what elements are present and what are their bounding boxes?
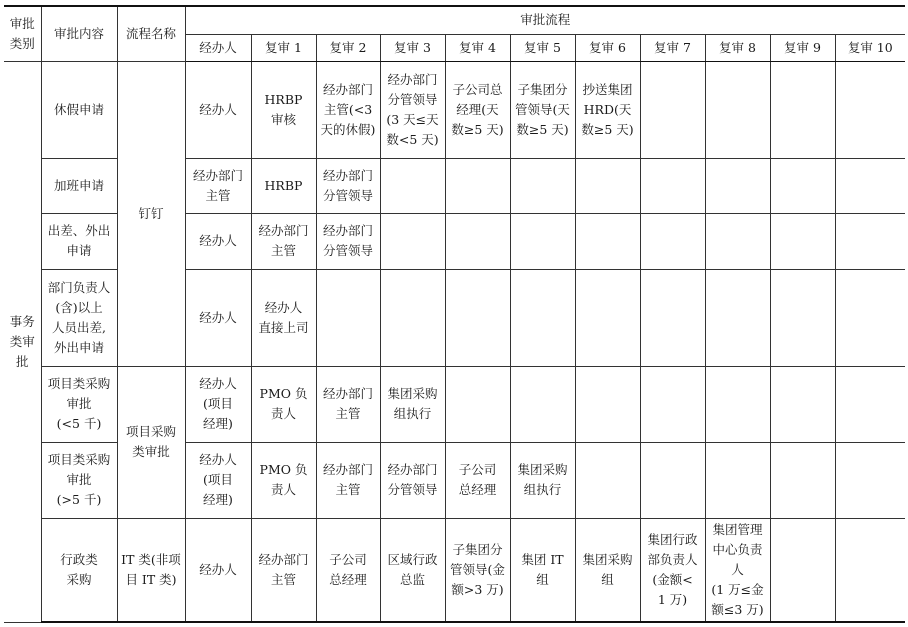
step-cell — [510, 213, 575, 269]
step-cell: 子公司 总经理 — [445, 442, 510, 518]
step-cell — [705, 158, 770, 213]
step-cell — [575, 158, 640, 213]
process-cell-procurement: 项目采购 类审批 — [117, 366, 185, 518]
content-cell: 加班申请 — [41, 158, 117, 213]
content-cell: 项目类采购 审批 (>5 千) — [41, 442, 117, 518]
header-category: 审批 类别 — [4, 6, 41, 61]
step-cell — [705, 269, 770, 366]
step-cell — [640, 61, 705, 158]
step-cell: 经办部门 主管 — [316, 442, 380, 518]
step-cell — [640, 442, 705, 518]
step-cell: 经办部门 分管领导 — [316, 213, 380, 269]
step-cell — [770, 61, 835, 158]
step-cell — [835, 158, 905, 213]
step-cell — [835, 442, 905, 518]
step-cell — [380, 213, 445, 269]
step-cell: 经办部门 主管 — [185, 158, 251, 213]
header-step: 复审 2 — [316, 34, 380, 61]
step-cell — [575, 269, 640, 366]
header-step: 复审 9 — [770, 34, 835, 61]
step-cell — [770, 269, 835, 366]
content-cell: 行政类 采购 — [41, 518, 117, 622]
step-cell — [445, 213, 510, 269]
step-cell — [445, 158, 510, 213]
header-step: 复审 8 — [705, 34, 770, 61]
step-cell — [510, 269, 575, 366]
step-cell — [316, 269, 380, 366]
step-cell — [510, 366, 575, 442]
header-flow: 审批流程 — [185, 6, 905, 34]
step-cell — [575, 442, 640, 518]
step-cell — [640, 158, 705, 213]
content-cell: 部门负责人 (含)以上 人员出差, 外出申请 — [41, 269, 117, 366]
step-cell — [835, 213, 905, 269]
step-cell: 子集团分 管领导(金 额>3 万) — [445, 518, 510, 622]
step-cell — [705, 442, 770, 518]
step-cell — [770, 366, 835, 442]
header-step: 复审 6 — [575, 34, 640, 61]
step-cell: 经办部门 分管领导 — [316, 158, 380, 213]
table-row — [4, 366, 905, 442]
step-cell: 集团采购 组执行 — [510, 442, 575, 518]
step-cell — [380, 269, 445, 366]
table-row — [4, 61, 905, 158]
header-content: 审批内容 — [41, 6, 117, 61]
header-step: 复审 4 — [445, 34, 510, 61]
category-cell: 事务 类审 批 — [4, 61, 41, 622]
step-cell: 抄送集团 HRD(天 数≥5 天) — [575, 61, 640, 158]
step-cell: PMO 负 责人 — [251, 366, 316, 442]
step-cell — [640, 366, 705, 442]
step-cell: 集团采购 组 — [575, 518, 640, 622]
step-cell: 集团采购 组执行 — [380, 366, 445, 442]
step-cell: 子公司总 经理(天 数≥5 天) — [445, 61, 510, 158]
content-cell: 出差、外出 申请 — [41, 213, 117, 269]
step-cell: 经办部门 分管领导 (3 天≤天 数<5 天) — [380, 61, 445, 158]
step-cell: 经办部门 主管 — [316, 366, 380, 442]
step-cell: 集团行政 部负责人 (金额< 1 万) — [640, 518, 705, 622]
table-row — [4, 518, 905, 622]
content-cell: 休假申请 — [41, 61, 117, 158]
step-cell: 经办人 — [185, 518, 251, 622]
header-step: 经办人 — [185, 34, 251, 61]
step-cell — [510, 158, 575, 213]
header-step: 复审 3 — [380, 34, 445, 61]
step-cell: 区域行政 总监 — [380, 518, 445, 622]
step-cell: 经办人 直接上司 — [251, 269, 316, 366]
step-cell: 经办部门 分管领导 — [380, 442, 445, 518]
step-cell — [770, 213, 835, 269]
step-cell — [705, 61, 770, 158]
step-cell — [445, 366, 510, 442]
step-cell: 经办部门 主管 — [251, 213, 316, 269]
step-cell: PMO 负 责人 — [251, 442, 316, 518]
header-process: 流程名称 — [117, 6, 185, 61]
step-cell — [640, 269, 705, 366]
step-cell — [770, 158, 835, 213]
step-cell — [705, 366, 770, 442]
step-cell — [640, 213, 705, 269]
header-step: 复审 1 — [251, 34, 316, 61]
step-cell — [575, 213, 640, 269]
step-cell: 经办部门 主管(<3 天的休假) — [316, 61, 380, 158]
step-cell: 经办人 — [185, 269, 251, 366]
step-cell — [380, 158, 445, 213]
step-cell: 经办人 — [185, 61, 251, 158]
step-cell: 集团管理 中心负责人 (1 万≤金 额≤3 万) — [705, 518, 770, 622]
step-cell — [835, 269, 905, 366]
header-step: 复审 10 — [835, 34, 905, 61]
step-cell — [835, 518, 905, 622]
step-cell — [575, 366, 640, 442]
header-step: 复审 5 — [510, 34, 575, 61]
step-cell: 经办部门 主管 — [251, 518, 316, 622]
step-cell — [835, 61, 905, 158]
content-cell: 项目类采购 审批 (<5 千) — [41, 366, 117, 442]
step-cell: HRBP 审核 — [251, 61, 316, 158]
step-cell: HRBP — [251, 158, 316, 213]
step-cell — [445, 269, 510, 366]
step-cell: 子公司 总经理 — [316, 518, 380, 622]
step-cell: 经办人 (项目 经理) — [185, 442, 251, 518]
step-cell — [705, 213, 770, 269]
step-cell: 集团 IT 组 — [510, 518, 575, 622]
approval-process-table — [4, 5, 905, 623]
header-step: 复审 7 — [640, 34, 705, 61]
process-cell-dingding: 钉钉 — [117, 61, 185, 366]
step-cell — [835, 366, 905, 442]
process-cell-it: IT 类(非项 目 IT 类) — [117, 518, 185, 622]
step-cell: 经办人 (项目 经理) — [185, 366, 251, 442]
step-cell — [770, 518, 835, 622]
step-cell: 经办人 — [185, 213, 251, 269]
step-cell: 子集团分 管领导(天 数≥5 天) — [510, 61, 575, 158]
step-cell — [770, 442, 835, 518]
